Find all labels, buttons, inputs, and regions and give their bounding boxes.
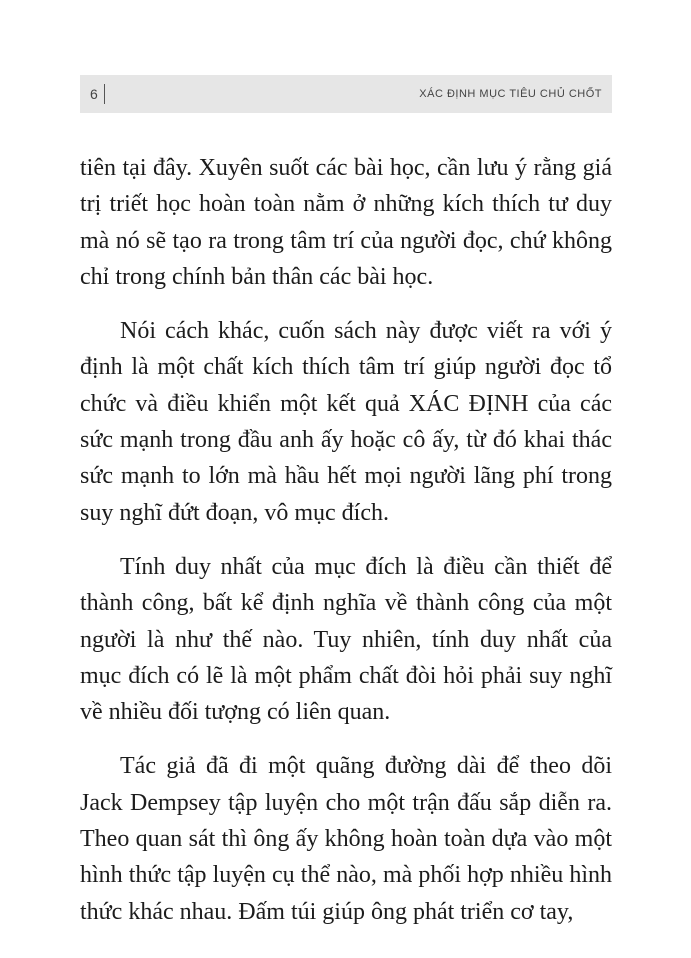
paragraph: Tác giả đã đi một quãng đường dài để theo dõi Jack Dempsey tập luyện cho một trận đấu sắp diễn ra. Theo quan sát thì ông ấy không hoàn toàn dựa vào một hình thức tập luyện cụ thể nào, mà phối hợp nhiều hình thức khác nhau. Đấm túi giúp ông phát triển cơ tay,	[80, 753, 612, 925]
paragraph: Nói cách khác, cuốn sách này được viết ra với ý định là một chất kích thích tâm trí giúp người đọc tổ chức và điều khiển một kết quả XÁC ĐỊNH của các sức mạnh trong đầu anh ấy hoặc cô ấy, từ đó khai thác sức mạnh to lớn mà hầu hết mọi người lãng phí trong suy nghĩ đứt đoạn, vô mục đích.	[80, 318, 612, 526]
running-header	[80, 75, 612, 113]
running-title: XÁC ĐỊNH MỤC TIÊU CHỦ CHỐT	[419, 88, 602, 100]
page-number: 6	[90, 86, 98, 102]
header-divider	[104, 84, 105, 104]
paragraph: Tính duy nhất của mục đích là điều cần thiết để thành công, bất kể định nghĩa về thành công của một người là như thế nào. Tuy nhiên, tính duy nhất của mục đích có lẽ là một phẩm chất đòi hỏi phải suy nghĩ về nhiều đối tượng có liên quan.	[80, 553, 612, 726]
page-body	[80, 150, 612, 948]
paragraph-continued: tiên tại đây. Xuyên suốt các bài học, cần lưu ý rằng giá trị triết học hoàn toàn nằm ở những kích thích tư duy mà nó sẽ tạo ra trong tâm trí của người đọc, chứ không chỉ trong chính bản thân các bài học.	[80, 155, 612, 290]
